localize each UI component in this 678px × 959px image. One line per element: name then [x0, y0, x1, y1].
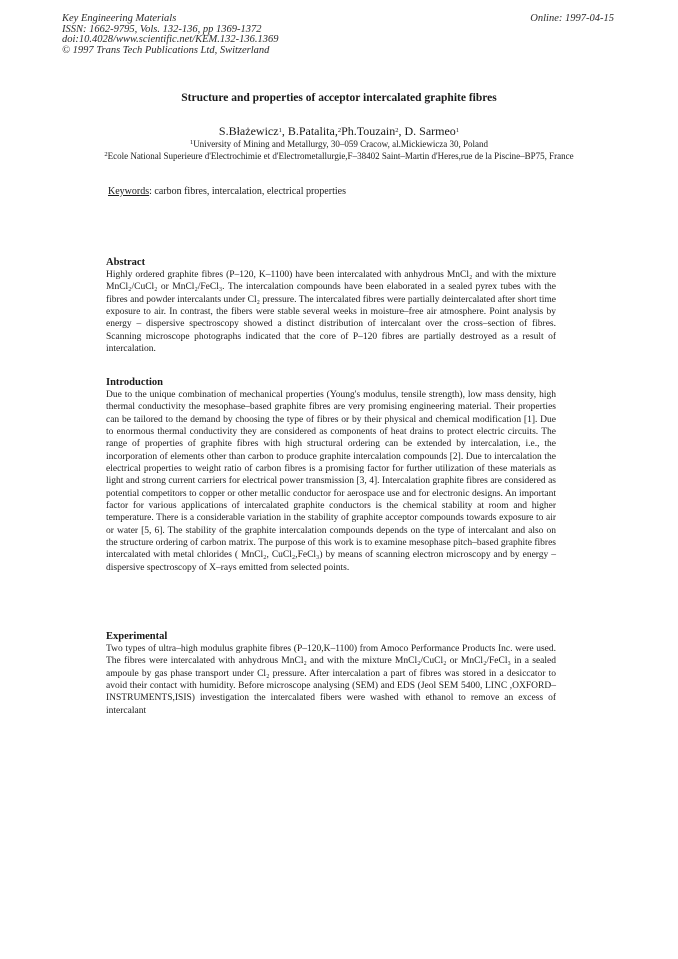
author: Ph.Touzain	[341, 124, 396, 138]
author-list: S.Błażewicz$^1$, B.Patalita,$^2$Ph.Touzain$^2$, D. Sarmeo$^1$	[218, 124, 460, 138]
author-affiliation-mark: 2	[337, 127, 342, 134]
introduction-text: Due to the unique combination of mechanical properties (Young's modulus, tensile strength), low mass density, high thermal conductivity the mesophase–based graphite fibres are very promising engineering material. Their properties can be tailored to the demand by choosing the type of fibres or by their physical and chemical modification [1]. Due to enormous thermal conductivity they are considered as components of heat drains to protect electric circuits. The range of properties of graphite fibres with high structural ordering can be extended by intercalation, i.e., the incorporation of elements other than carbon to produce graphite intercalation compounds [2]. Due to intercalation the electrical properties to weight ratio of carbon fibres is a promising factor for further utilization of these materials as light and strong current carriers for electrical power transmission [3, 4]. Intercalation graphite fibres are considered as potential competitors to copper or other metallic conductor for aerospace use and for electronic designs. An important factor for various applications of intercalated graphite conductors is the chemical stability at room and higher temperature. There is a considerable variation in the stability of graphite acceptor compounds towards exposure to air or water [5, 6]. The stability of the graphite intercalation compounds depends on the type of intercalant and also on the structure ordering of carbon matrix. The purpose of this work is to examine mesophase pitch–based graphite fibres intercalated with metal chlorides ( MnCl₂, CuCl₂,FeCl₃) by means of scanning electron microscopy and by energy – dispersive spectroscopy of X–rays emitted from selected points.	[106, 390, 556, 573]
abstract-heading: Abstract	[106, 257, 146, 268]
author: D. Sarmeo	[404, 124, 456, 138]
introduction-heading: Introduction	[106, 377, 163, 388]
experimental-text: Two types of ultra–high modulus graphite fibres (P–120,K–1100) from Amoco Performance Products Inc. were used. The fibres were intercalated with anhydrous MnCl₂ and with the mixture MnCl₂/CuCl₂ or MnCl₂/FeCl₃ in a sealed ampoule by gas phase transport under Cl₂ pressure. After intercalation a part of fibres was stored in a desiccator to avoid their contact with humidity. Before microscope analysing (SEM) and EDS (Jeol SEM 5400, LINC ,OXFORD–INSTRUMENTS,ISIS) investigation the intercalated fibers were washed with ethanol to remove an excess of intercalant	[106, 644, 556, 716]
issn-line: ISSN: 1662-9795, Vols. 132-136, pp 1369-1372	[62, 23, 262, 35]
abstract-text: Highly ordered graphite fibres (P–120, K–1100) have been intercalated with anhydrous MnCl₂ and with the mixture MnCl₂/CuCl₂ or MnCl₂/FeCl₃. The intercalation compounds have been elaborated in a sealed pyrex tubes with the fibres and powder intercalants under Cl₂ pressure. The intercalated fibres were partially deintercalated after short time exposure to air. In contrast, the fibers were stable several weeks in moisture–free air atmosphere. Point analysis by energy – dispersive spectroscopy showed a distinct distribution of intercalant over the cross–section of fibres. Scanning microscope photographs indicated that the core of P–120 fibres are partially destroyed as a result of intercalation.	[106, 270, 556, 355]
affiliation-text: Ecole National Superieure d'Electrochimie et d'Electrometallurgie,F–38402 Saint–Martin d'Heres,rue de la Piscine–BP75, France	[107, 151, 574, 161]
author: S.Błażewicz	[218, 124, 279, 138]
author-affiliation-mark: 1	[455, 127, 460, 134]
experimental-heading: Experimental	[106, 631, 168, 642]
copyright-line: © 1997 Trans Tech Publications Ltd, Switzerland	[62, 44, 270, 56]
doi-line: doi:10.4028/www.scientific.net/KEM.132-136.1369	[62, 34, 279, 45]
experimental-section	[106, 630, 556, 717]
affiliation-mark: 1	[189, 139, 194, 146]
affiliation-mark: 2	[104, 151, 108, 158]
author-affiliation-mark: 1	[278, 127, 282, 134]
abstract-section	[106, 256, 556, 355]
affiliation-text: University of Mining and Metallurgy, 30–059 Cracow, al.Mickiewicza 30, Poland	[193, 139, 489, 149]
journal-name: Key Engineering Materials	[62, 13, 177, 24]
affiliation-1	[100, 139, 578, 151]
author: B.Patalita,	[287, 124, 338, 138]
keywords	[108, 186, 346, 197]
keywords-text: : carbon fibres, intercalation, electrical properties	[149, 186, 346, 197]
author-affiliation-mark: 2	[395, 127, 399, 134]
affiliation-2	[100, 151, 578, 163]
online-date: Online: 1997-04-15	[530, 13, 614, 24]
paper-title: Structure and properties of acceptor intercalated graphite fibres	[181, 92, 497, 104]
journal-header	[62, 14, 279, 56]
keywords-label: Keywords	[108, 186, 150, 197]
introduction-section	[106, 376, 556, 574]
